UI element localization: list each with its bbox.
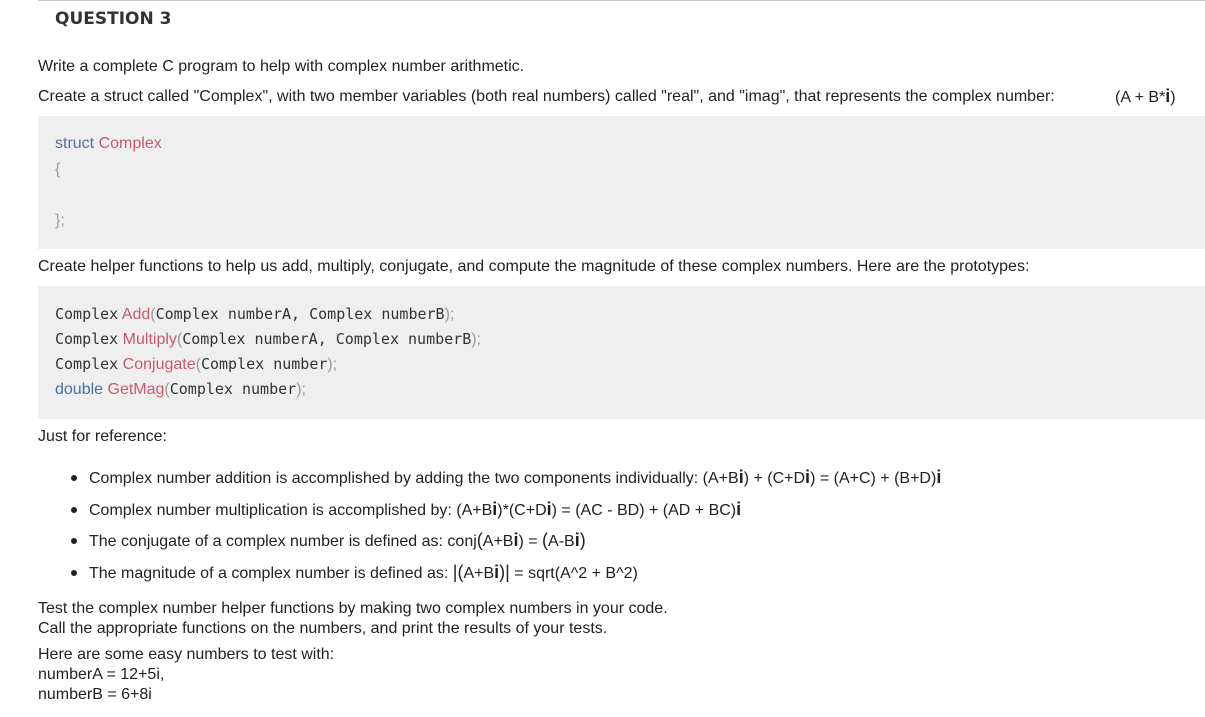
reference-heading: Just for reference:	[38, 428, 167, 445]
complex-formula: (A + B*i)	[1115, 86, 1176, 106]
prototype-conjugate: Complex Conjugate(Complex number);	[55, 355, 338, 373]
reference-list	[38, 462, 941, 589]
prototype-getmag: double GetMag(Complex number);	[55, 380, 306, 398]
intro-text: Write a complete C program to help with complex number arithmetic.	[38, 58, 525, 75]
open-brace: {	[55, 161, 61, 178]
bullet-conjugate: The conjugate of a complex number is defined as: conj(A+Bi) = (A-Bi)	[38, 525, 941, 557]
prototype-add: Complex Add(Complex numberA, Complex numberB);	[55, 305, 455, 323]
easy-numbers-heading: Here are some easy numbers to test with:	[38, 646, 335, 663]
test-line-1: Test the complex number helper functions by making two complex numbers in your code.	[38, 600, 668, 617]
prototypes-code-block	[38, 286, 1205, 419]
number-a: numberA = 12+5i,	[38, 666, 165, 683]
bullet-magnitude: The magnitude of a complex number is defined as: |(A+Bi)| = sqrt(A^2 + B^2)	[38, 557, 941, 589]
number-b: numberB = 6+8i	[38, 686, 152, 703]
close-brace: };	[55, 212, 65, 229]
struct-declaration: struct Complex	[55, 135, 162, 152]
bullet-addition: Complex number addition is accomplished by adding the two components individually: (A+Bi) + (C+Di) = (A+C) + (B+D)i	[38, 462, 941, 494]
prototype-multiply: Complex Multiply(Complex numberA, Complex numberB);	[55, 330, 481, 348]
struct-instruction: Create a struct called "Complex", with two member variables (both real numbers) called "real", and "imag", that represents the complex number:	[38, 88, 1055, 105]
struct-code-block	[38, 116, 1205, 249]
test-line-2: Call the appropriate functions on the numbers, and print the results of your tests.	[38, 620, 608, 637]
question-title: QUESTION 3	[55, 9, 172, 29]
helpers-instruction: Create helper functions to help us add, multiply, conjugate, and compute the magnitude of these complex numbers. Here are the prototypes:	[38, 258, 1030, 275]
bullet-multiplication: Complex number multiplication is accomplished by: (A+Bi)*(C+Di) = (AC - BD) + (AD + BC)i	[38, 494, 941, 526]
top-divider	[38, 0, 1205, 1]
